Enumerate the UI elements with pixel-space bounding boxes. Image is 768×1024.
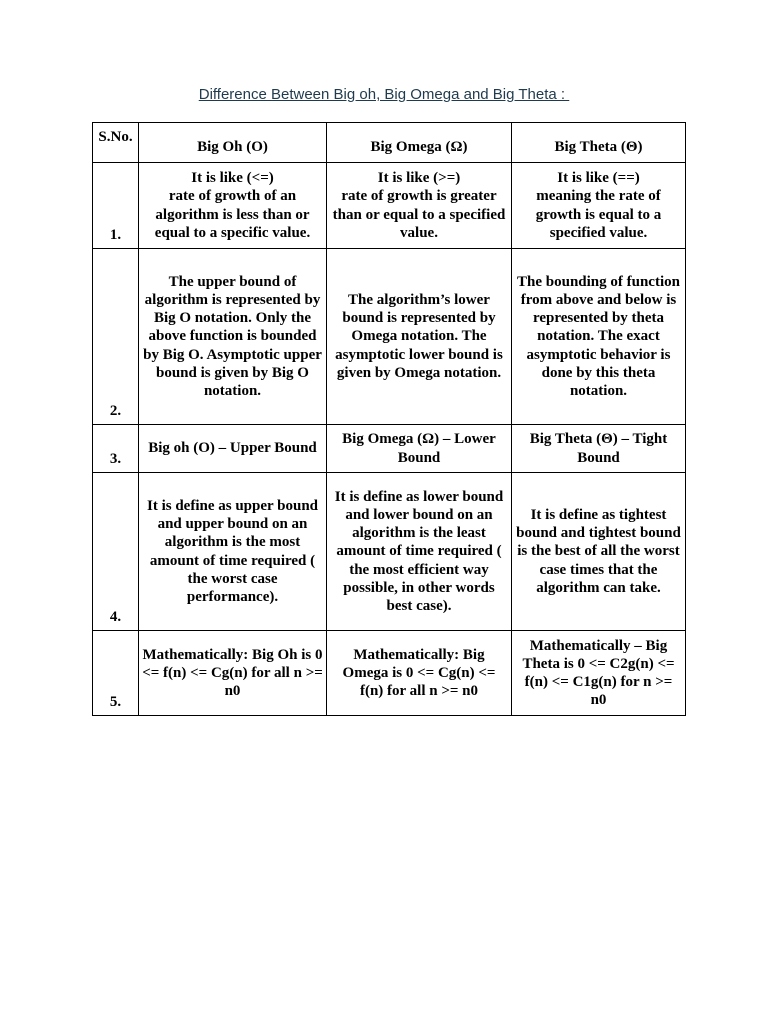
- cell-line-first: It is like (<=): [191, 170, 274, 187]
- row-sno: 1.: [93, 163, 139, 249]
- header-sno: S.No.: [93, 123, 139, 163]
- cell-line-rest: meaning the rate of growth is equal to a specified value.: [535, 188, 662, 241]
- cell-line-first: It is like (>=): [377, 170, 461, 187]
- cell-big-theta: [512, 163, 686, 249]
- row-sno: 4.: [93, 473, 139, 631]
- page-title: Difference Between Big oh, Big Omega and Big Theta :: [198, 86, 570, 103]
- table-row: [93, 163, 686, 249]
- row-sno: 5.: [93, 631, 139, 716]
- cell-big-theta: Mathematically – Big Theta is 0 <= C2g(n) <= f(n) <= C1g(n) for n >= n0: [512, 631, 686, 716]
- cell-big-omega: Big Omega (Ω) – Lower Bound: [327, 425, 512, 473]
- cell-big-oh: It is define as upper bound and upper bound on an algorithm is the most amount of time required ( the worst case performance).: [139, 473, 327, 631]
- table-row: [93, 425, 686, 473]
- cell-big-theta: It is define as tightest bound and tightest bound is the best of all the worst case times that the algorithm can take.: [512, 473, 686, 631]
- table-header-row: [93, 123, 686, 163]
- row-sno: 3.: [93, 425, 139, 473]
- comparison-table: [92, 122, 686, 716]
- header-big-omega: Big Omega (Ω): [327, 123, 512, 163]
- table-row: [93, 249, 686, 425]
- cell-line-first: It is like (==): [557, 170, 640, 187]
- table-row: [93, 631, 686, 716]
- cell-line-rest: rate of growth of an algorithm is less than or equal to a specific value.: [154, 188, 311, 241]
- cell-big-oh: Big oh (O) – Upper Bound: [139, 425, 327, 473]
- cell-big-theta: Big Theta (Θ) – Tight Bound: [512, 425, 686, 473]
- cell-big-omega: [327, 163, 512, 249]
- row-sno: 2.: [93, 249, 139, 425]
- cell-big-theta: The bounding of function from above and below is represented by theta notation. The exact asymptotic behavior is done by this theta notation.: [512, 249, 686, 425]
- cell-big-omega: It is define as lower bound and lower bound on an algorithm is the least amount of time required ( the most efficient way possible, in other words best case).: [327, 473, 512, 631]
- header-big-theta: Big Theta (Θ): [512, 123, 686, 163]
- cell-big-oh: The upper bound of algorithm is represented by Big O notation. Only the above function is bounded by Big O. Asymptotic upper bound is given by Big O notation.: [139, 249, 327, 425]
- header-big-oh: Big Oh (O): [139, 123, 327, 163]
- cell-line-rest: rate of growth is greater than or equal to a specified value.: [332, 188, 506, 241]
- cell-big-oh: [139, 163, 327, 249]
- table-row: [93, 473, 686, 631]
- cell-big-omega: The algorithm’s lower bound is represented by Omega notation. The asymptotic lower bound is given by Omega notation.: [327, 249, 512, 425]
- cell-big-oh: Mathematically: Big Oh is 0 <= f(n) <= Cg(n) for all n >= n0: [139, 631, 327, 716]
- cell-big-omega: Mathematically: Big Omega is 0 <= Cg(n) <= f(n) for all n >= n0: [327, 631, 512, 716]
